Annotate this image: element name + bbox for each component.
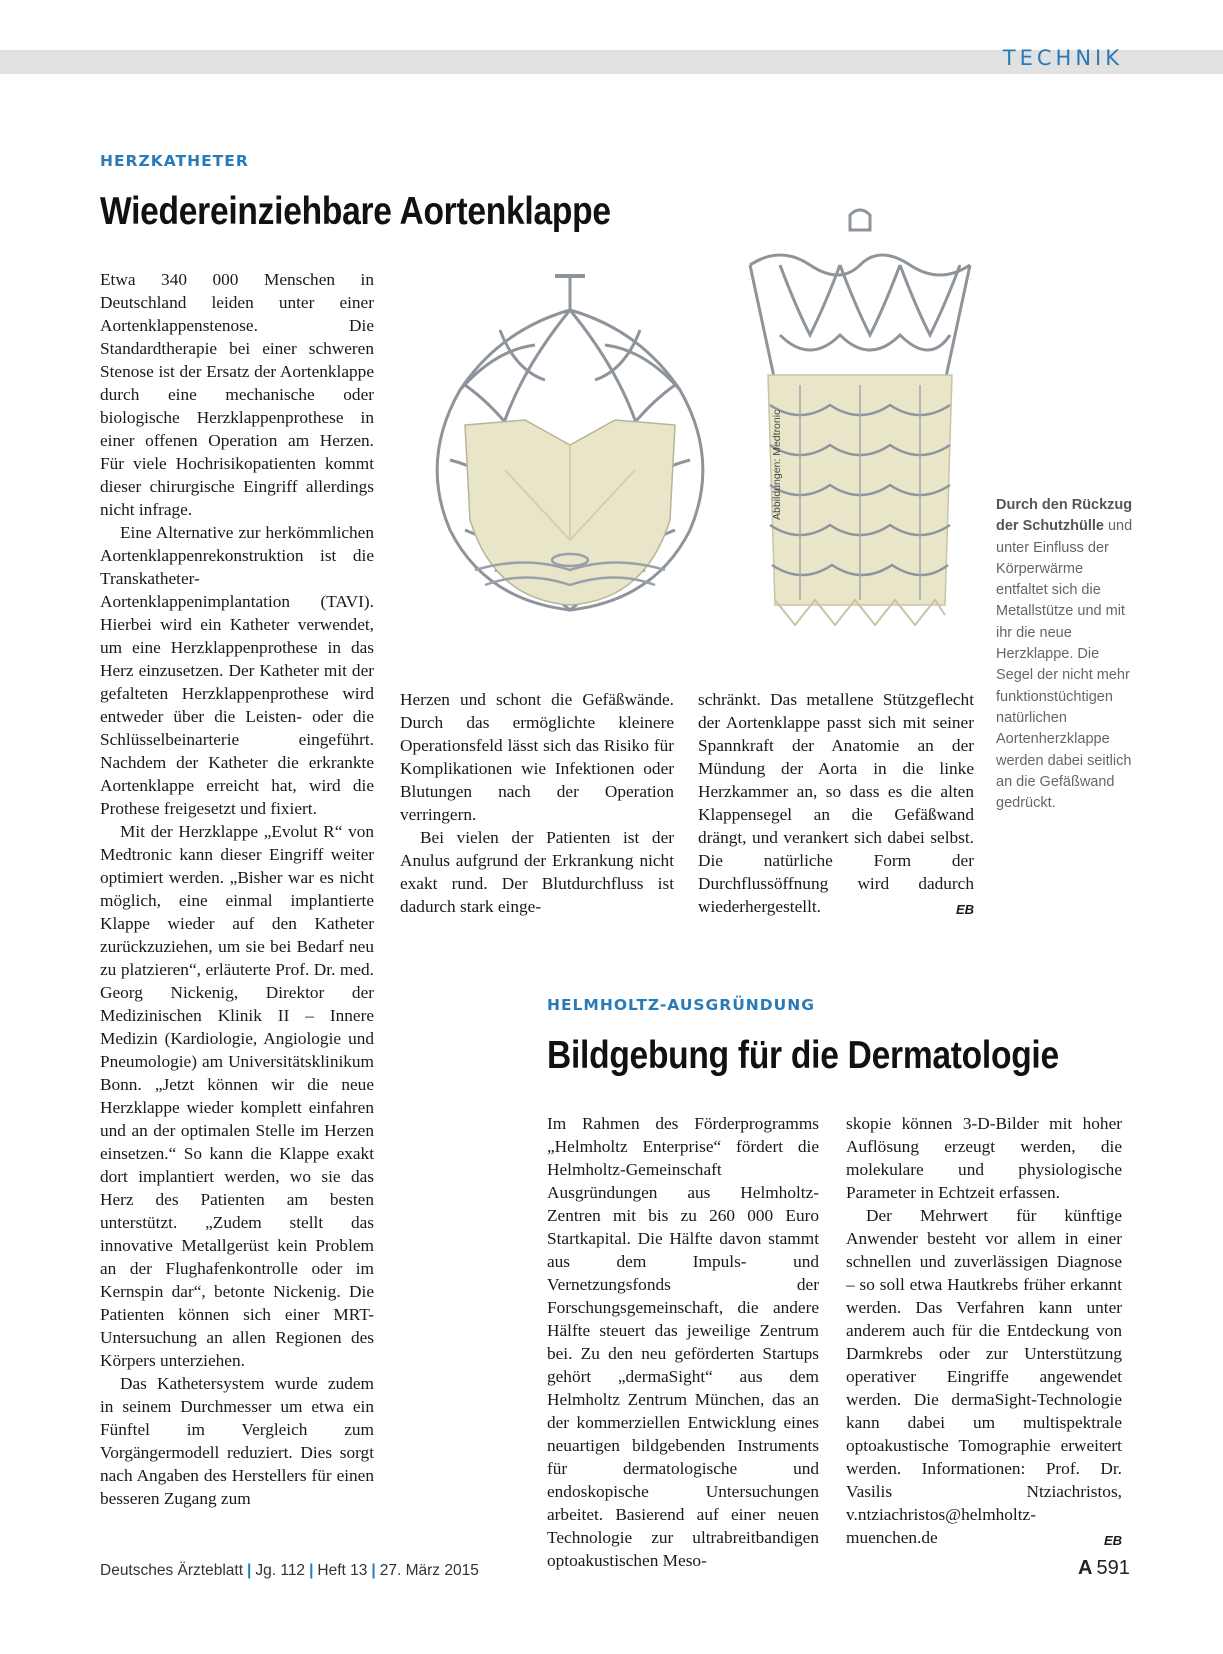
paragraph: Im Rahmen des Förderprogramms „Helmholtz Enterprise“ fördert die Helmholtz-Gemeinschaft Ausgründungen aus Helmholtz-Zentren mit bis zu 260 000 Euro Startkapital. Die Hälfte davon stammt aus dem Impuls- und Vernetzungsfonds der Forschungsgemeinschaft, die andere Hälfte steuert das jeweilige Zentrum bei. Zu den neu geförderten Startups gehört „dermaSight“ aus dem Helmholtz Zentrum München, das an der kommerziellen Entwicklung eines neuartigen bildgebenden Instruments für dermatologische und endoskopische Untersuchungen arbeitet. Basierend auf einer neuen Technologie zur ultrabreitbandigen optoakustischen Meso- xyxy=(547,1114,819,1570)
article1-column-2 xyxy=(400,688,674,918)
paragraph: Eine Alternative zur herkömmlichen Aortenklappenrekonstruktion ist die Transkatheter-Aortenklappenimplantation (TAVI). Hierbei wird ein Katheter verwendet, um eine Herzklappenprothese in das Herz einzusetzen. Der Katheter mit der gefalteten Herzklappenprothese wird entweder über die Leisten- oder die Schlüsselbeinarterie eingeführt. Nachdem der Katheter die erkrankte Aortenklappe erreicht hat, wird die Prothese freigesetzt und fixiert. xyxy=(100,523,374,818)
paragraph: Das Kathetersystem wurde zudem in seinem Durchmesser um etwa ein Fünftel im Vergleich zum Vorgängermodell reduziert. Dies sorgt nach Angaben des Herstellers für einen besseren Zugang zum xyxy=(100,1374,374,1508)
caption-text: und unter Einfluss der Körperwärme entfaltet sich die Metallstütze und mit ihr die neue Herzklappe. Die Segel der nicht mehr funktionstüchtigen natürlichen Aortenherzklappe werden dabei seitlich an die Gefäßwand gedrückt. xyxy=(996,518,1133,812)
article2-title: Bildgebung für die Dermatologie xyxy=(547,1034,1059,1077)
issue: Heft 13 xyxy=(317,1562,368,1579)
paragraph: Herzen und schont die Gefäßwände. Durch das ermöglichte kleinere Operationsfeld lässt sich das Risiko für Komplikationen wie Infektionen oder Blutungen nach der Operation verringern. xyxy=(400,690,674,824)
author-signature: EB xyxy=(955,902,974,917)
paragraph: Der Mehrwert für künftige Anwender besteht vor allem in einer schnellen und zuverlässigen Diagnose – so soll etwa Hautkrebs früher erkannt werden. Das Verfahren kann unter anderem auch für die Entdeckung von Darmkrebs oder zur Unterstützung operativer Eingriffe angewendet werden. Die dermaSight-Technologie kann dabei um multispektrale optoakustische Tomographie erweitert werden. Informationen: Prof. Dr. Vasilis Ntziachristos, v.ntziachristos@helmholtz-muenchen.de EB xyxy=(846,1204,1122,1549)
article2-kicker: HELMHOLTZ-AUSGRÜNDUNG xyxy=(547,996,815,1014)
page-number: A 591 xyxy=(1078,1557,1130,1579)
article1-title: Wiedereinziehbare Aortenklappe xyxy=(100,190,611,233)
date: 27. März 2015 xyxy=(379,1562,479,1579)
article1-column-1 xyxy=(100,268,374,1510)
article1-kicker: HERZKATHETER xyxy=(100,152,249,170)
footer-citation: Deutsches Ärzteblatt | Jg. 112 | Heft 13 | 27. März 2015 xyxy=(100,1562,479,1579)
image-caption xyxy=(996,495,1136,814)
paragraph: Bei vielen der Patienten ist der Anulus aufgrund der Erkrankung nicht exakt rund. Der Blutdurchfluss ist dadurch stark einge- xyxy=(400,828,674,916)
paragraph: schränkt. Das metallene Stützgeflecht der Aortenklappe passt sich mit seiner Spannkraft der Anatomie an der Mündung der Aorta in die linke Herzkammer an, so dass es die alten Klappensegel an die Gefäßwand drängt, und verankert sich dabei selbst. Die natürliche Form der Durchflussöffnung wird dadurch wiederhergestellt. EB xyxy=(698,688,974,918)
journal-name: Deutsches Ärzteblatt xyxy=(100,1562,244,1579)
author-signature: EB xyxy=(1103,1533,1122,1548)
section-label: TECHNIK xyxy=(1002,46,1123,70)
paragraph: Etwa 340 000 Menschen in Deutschland leiden unter einer Aortenklappenstenose. Die Standardtherapie bei einer schweren Stenose ist der Ersatz der Aortenklappe durch eine mechanische oder biologische Herzklappenprothese in einer offenen Operation am Herzen. Für viele Hochrisikopatienten kommt dieser chirurgische Eingriff allerdings nicht infrage. xyxy=(100,270,374,519)
article1-column-3 xyxy=(698,688,974,921)
volume: Jg. 112 xyxy=(255,1562,306,1579)
paragraph: skopie können 3-D-Bilder mit hoher Auflösung erzeugt werden, die molekulare und physiologische Parameter in Echtzeit erfassen. xyxy=(846,1114,1122,1202)
article2-column-2 xyxy=(846,1112,1122,1552)
paragraph: Mit der Herzklappe „Evolut R“ von Medtronic kann dieser Eingriff weiter optimiert werden. „Bisher war es nicht möglich, eine einmal implantierte Klappe wieder auf den Katheter zurückzuziehen, um sie bei Bedarf neu zu platzieren“, erläuterte Prof. Dr. med. Georg Nickenig, Direktor der Medizinischen Klinik II – Innere Medizin (Kardiologie, Angiologie und Pneumologie) am Universitätsklinikum Bonn. „Jetzt können wir die neue Herzklappe wieder komplett einfahren und an der optimalen Stelle im Herzen einsetzen.“ So kann die Klappe exakt dort implantiert werden, wo sie das Herz des Patienten am besten unterstützt. „Zudem stellt das innovative Metallgerüst kein Problem an der Flughafenkontrolle oder im Kernspin dar“, betonte Nickenig. Die Patienten können sich einer MRT-Untersuchung an allen Regionen des Körpers unterziehen. xyxy=(100,822,374,1370)
article2-column-1 xyxy=(547,1112,819,1572)
caption-lead: Durch den Rückzug der Schutzhülle xyxy=(996,497,1133,535)
valve-image-left xyxy=(405,270,735,635)
image-credit: Abbildungen: Medtronic xyxy=(771,409,783,520)
